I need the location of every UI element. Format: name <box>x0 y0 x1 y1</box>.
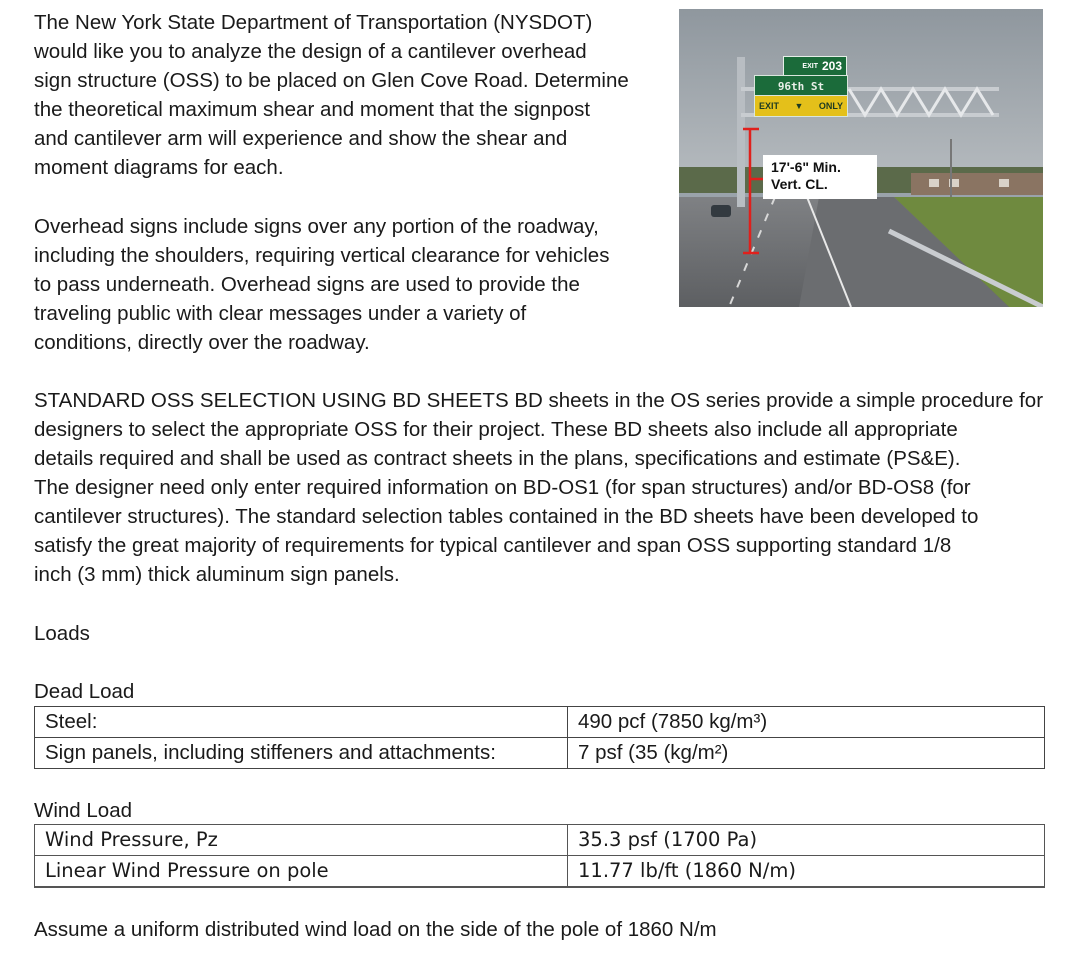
down-arrow-icon: ▼ <box>794 101 804 111</box>
dead-load-value: 7 psf (35 (kg/m²) <box>568 738 1045 769</box>
only-label: ONLY <box>818 101 843 111</box>
table-row <box>35 738 1045 769</box>
dead-load-table <box>34 706 1045 769</box>
table-row <box>35 707 1045 738</box>
exit-label: EXIT <box>759 101 780 111</box>
wind-load-table <box>34 824 1045 888</box>
intro-paragraph: The New York State Department of Transportation (NYSDOT) would like you to analyze the design of a cantilever overhead sign structure (OSS) to be placed on Glen Cove Road. Determine the theoretical maximum shear and moment that the signpost and cantilever arm will experience and show the shear and moment diagrams for each. <box>34 11 629 179</box>
dead-load-label: Sign panels, including stiffeners and attachments: <box>35 738 568 769</box>
wind-load-label: Wind Pressure, Pz <box>35 825 568 856</box>
dead-load-heading: Dead Load <box>34 680 135 703</box>
street-sign: 96th St <box>754 75 848 96</box>
car <box>711 205 731 217</box>
assumption-text: Assume a uniform distributed wind load on the side of the pole of 1860 N/m <box>34 918 717 941</box>
clearance-label <box>763 155 877 199</box>
wind-load-label: Linear Wind Pressure on pole <box>35 856 568 888</box>
wind-load-value: 35.3 psf (1700 Pa) <box>568 825 1045 856</box>
loads-heading: Loads <box>34 622 90 645</box>
sign-pole <box>737 57 745 207</box>
exit-number-tab <box>783 56 847 75</box>
clearance-line-1: 17'-6" Min. <box>771 159 841 175</box>
overhead-signs-paragraph: Overhead signs include signs over any portion of the roadway, including the shoulders, requiring vertical clearance for vehicles to pass underneath. Overhead signs are used to provide the traveling public with clear messages under a variety of conditions, directly over the roadway. <box>34 215 610 354</box>
clearance-line-2: Vert. CL. <box>771 176 828 192</box>
dead-load-value: 490 pcf (7850 kg/m³) <box>568 707 1045 738</box>
table-row <box>35 825 1045 856</box>
dead-load-label: Steel: <box>35 707 568 738</box>
wind-load-heading: Wind Load <box>34 799 133 822</box>
exit-only-panel <box>754 96 848 117</box>
exit-tab-prefix: EXIT <box>802 63 818 71</box>
table-row <box>35 856 1045 888</box>
exit-tab-number: 203 <box>821 59 842 73</box>
wind-load-value: 11.77 lb/ft (1860 N/m) <box>568 856 1045 888</box>
standard-oss-paragraph: STANDARD OSS SELECTION USING BD SHEETS BD sheets in the OS series provide a simple procedure for designers to select the appropriate OSS for their project. These BD sheets also include all appropriate details required and shall be used as contract sheets in the plans, specifications and estimate (PS&E). The designer need only enter required information on BD-OS1 (for span structures) and/or BD-OS8 (for cantilever structures). The standard selection tables contained in the BD sheets have been developed to satisfy the great majority of requirements for typical cantilever and span OSS supporting standard 1/8 inch (3 mm) thick aluminum sign panels. <box>34 389 1044 586</box>
